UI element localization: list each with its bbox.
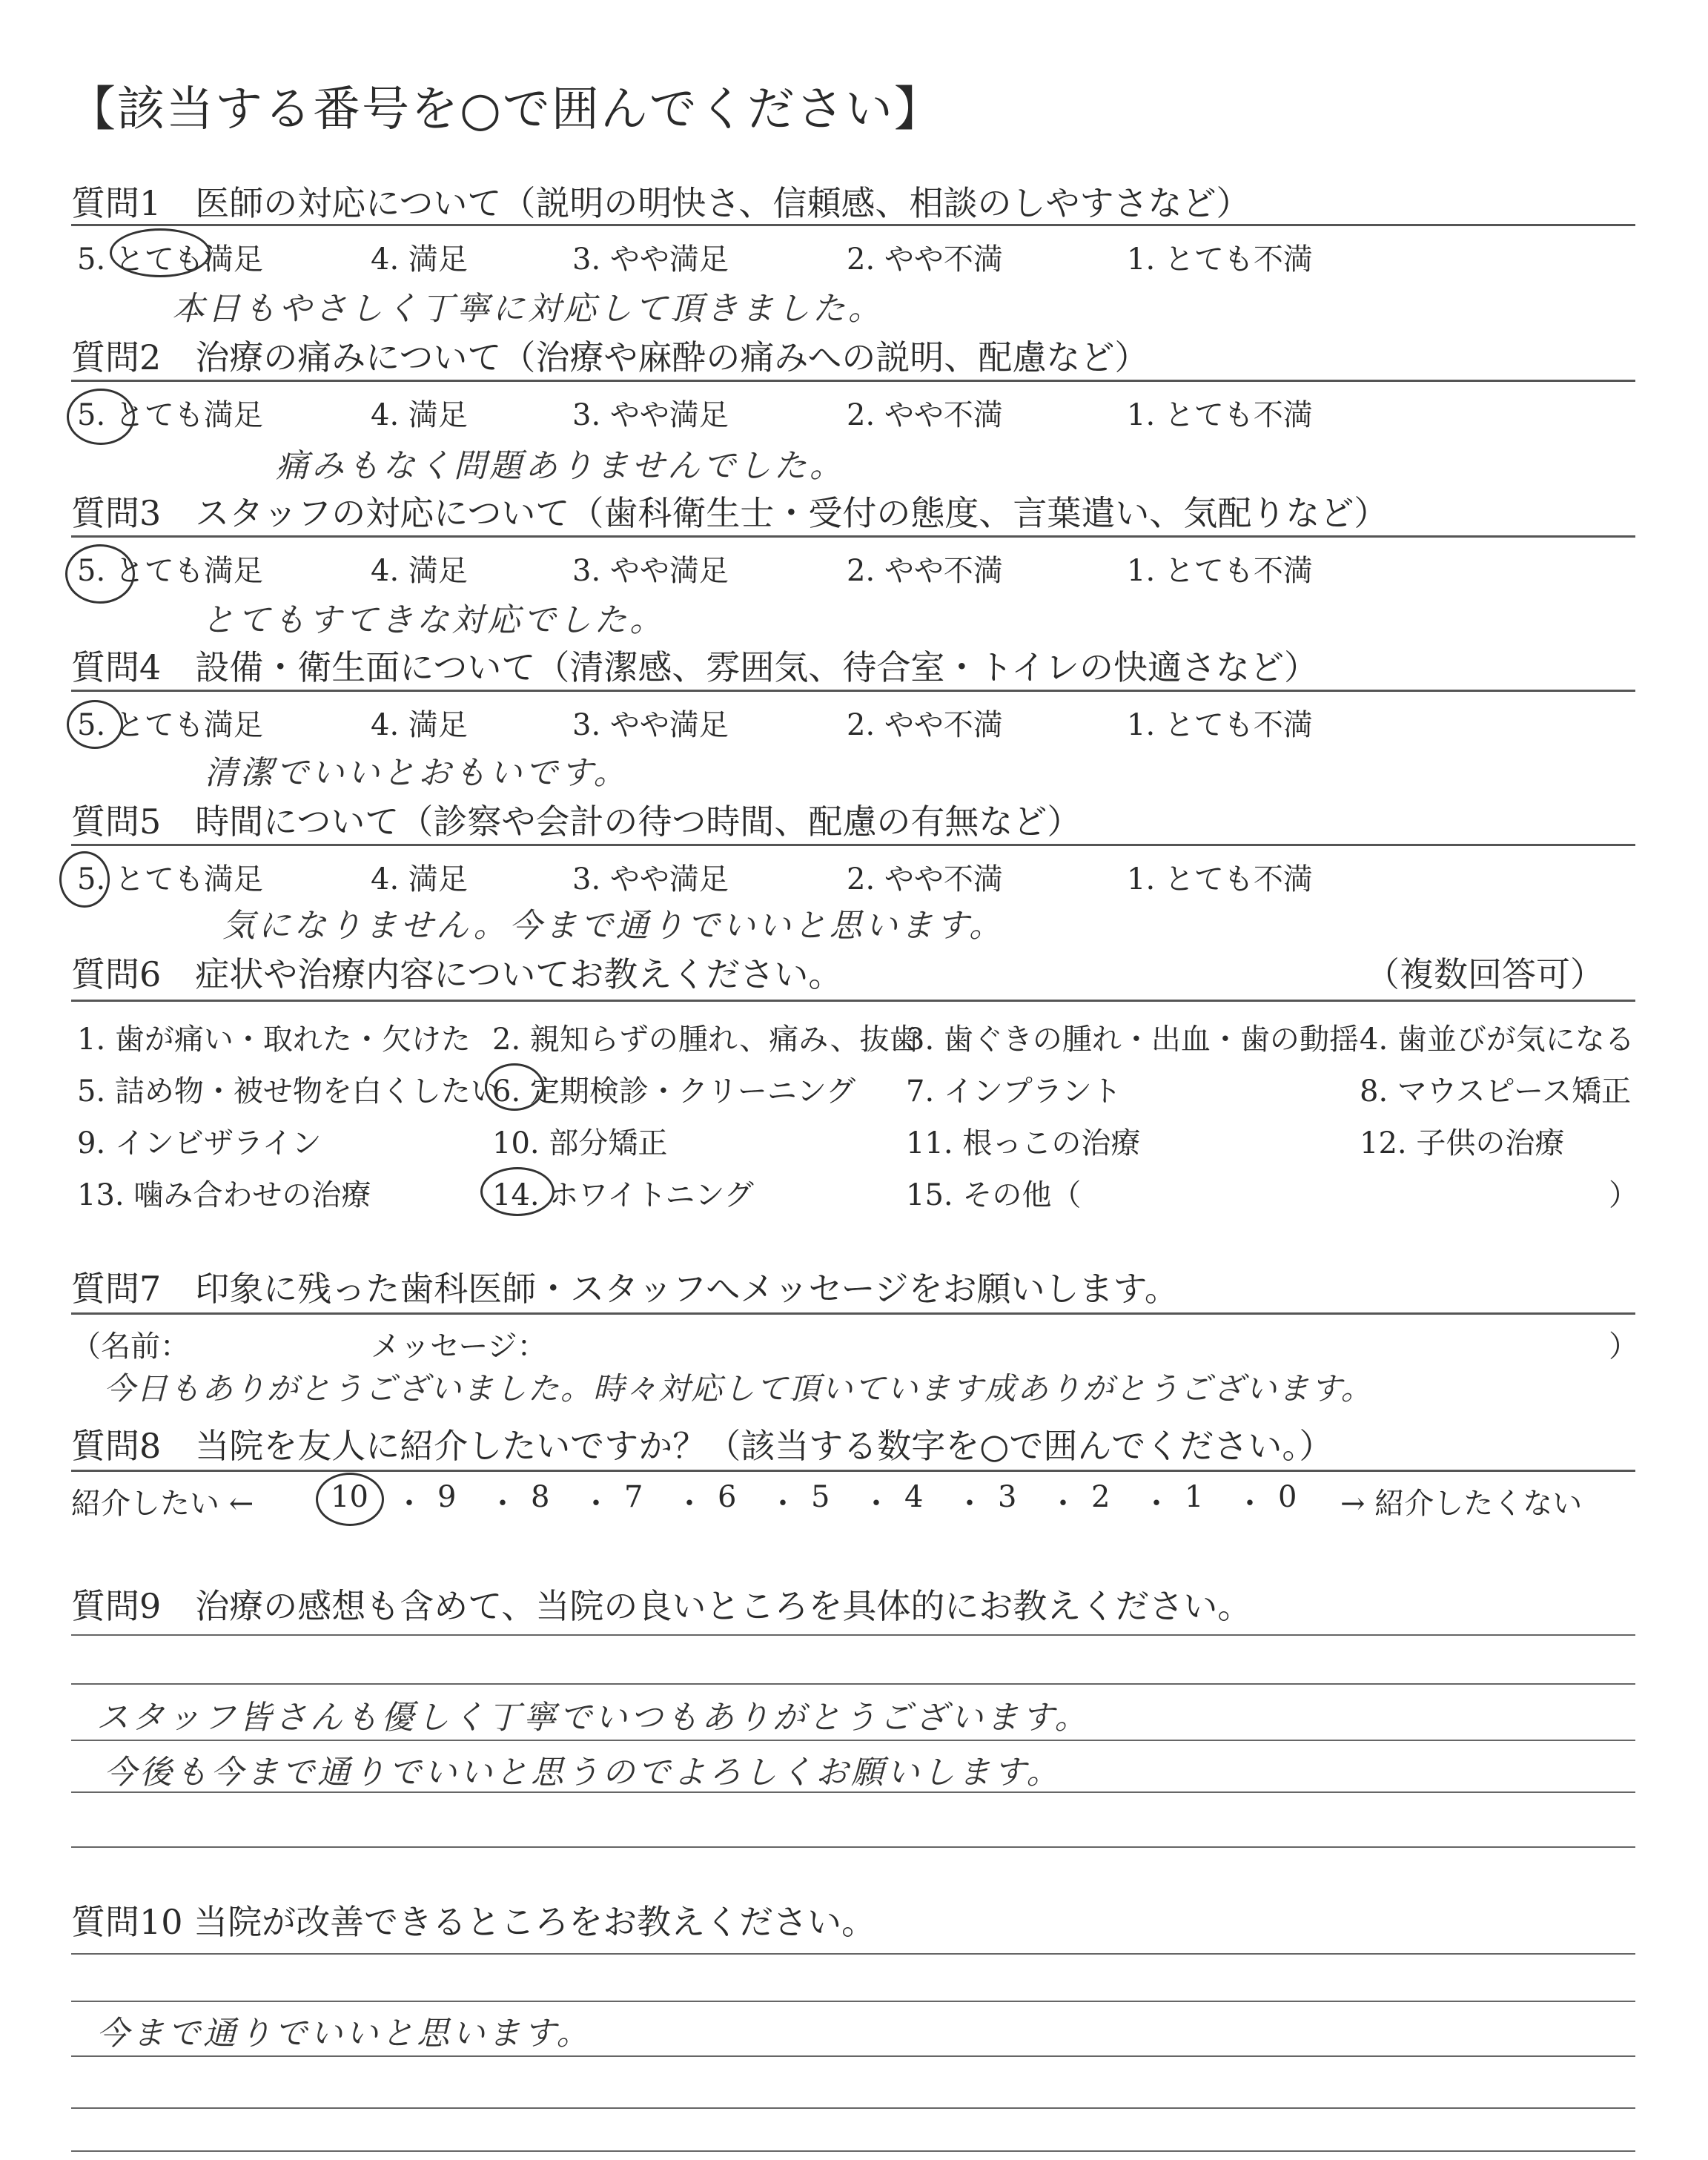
q1-option-3[interactable]: 3. やや満足 xyxy=(572,242,729,277)
q6-item-7[interactable]: 7. インプラント xyxy=(906,1074,1122,1109)
question-6-rule xyxy=(71,1000,1635,1002)
q4-option-2[interactable]: 2. やや不満 xyxy=(847,708,1003,742)
q8-scale-5[interactable]: 5 xyxy=(811,1480,830,1514)
q2-option-3[interactable]: 3. やや満足 xyxy=(572,398,729,432)
q8-scale-dot: ・ xyxy=(488,1487,517,1521)
question-4-rule xyxy=(71,690,1635,692)
q7-message-label: メッセージ： xyxy=(371,1330,547,1364)
q8-scale-dot: ・ xyxy=(861,1487,891,1521)
q2-option-5[interactable]: 5. とても満足 xyxy=(77,398,263,432)
q8-scale-10[interactable]: 10 xyxy=(331,1480,368,1514)
q1-handwritten-comment: 本日もやさしく丁寧に対応して頂きました。 xyxy=(172,290,884,328)
question-7-rule xyxy=(71,1312,1635,1315)
q9-line-3 xyxy=(71,1740,1635,1741)
q3-selection-circle xyxy=(65,544,135,604)
q5-option-4[interactable]: 4. 満足 xyxy=(371,862,468,896)
q6-item-11[interactable]: 11. 根っこの治療 xyxy=(906,1126,1141,1160)
q6-item-5[interactable]: 5. 詰め物・被せ物を白くしたい xyxy=(77,1074,500,1109)
q8-selection-circle xyxy=(316,1473,384,1526)
q8-scale-9[interactable]: 9 xyxy=(437,1480,457,1514)
question-6-note: （複数回答可） xyxy=(1366,954,1604,994)
q5-option-3[interactable]: 3. やや満足 xyxy=(572,862,729,896)
q5-option-5[interactable]: 5. とても満足 xyxy=(77,862,263,896)
q1-selection-circle xyxy=(110,228,211,277)
q4-handwritten-comment: 清潔でいいとおもいです。 xyxy=(205,754,629,792)
q6-item-6[interactable]: 6. 定期検診・クリーニング xyxy=(492,1074,856,1109)
question-5-label: 質問5 時間について（診察や会計の待つ時間、配慮の有無など） xyxy=(71,802,1082,842)
q3-option-5[interactable]: 5. とても満足 xyxy=(77,554,263,588)
question-8-rule xyxy=(71,1470,1635,1472)
q7-handwritten-message: 今日もありがとうございました。時々対応して頂いています成ありがとうございます。 xyxy=(104,1370,1374,1407)
q8-scale-dot: ・ xyxy=(1235,1487,1265,1521)
q8-scale-7[interactable]: 7 xyxy=(624,1480,643,1514)
q6-item-12[interactable]: 12. 子供の治療 xyxy=(1360,1126,1565,1160)
q6-item-14-selection-circle xyxy=(480,1167,555,1216)
q1-option-2[interactable]: 2. やや不満 xyxy=(847,242,1003,277)
q8-scale-1[interactable]: 1 xyxy=(1185,1480,1204,1514)
question-1-rule xyxy=(71,224,1635,226)
q1-option-5[interactable]: 5. とても満足 xyxy=(77,242,263,277)
q8-scale-dot: ・ xyxy=(675,1487,704,1521)
question-7-label: 質問7 印象に残った歯科医師・スタッフへメッセージをお願いします。 xyxy=(71,1269,1179,1309)
q8-scale-dot: ・ xyxy=(581,1487,611,1521)
question-3-label: 質問3 スタッフの対応について（歯科衛生士・受付の態度、言葉遣い、気配りなど） xyxy=(71,493,1388,533)
q6-item-9[interactable]: 9. インビザライン xyxy=(77,1126,322,1160)
q5-option-2[interactable]: 2. やや不満 xyxy=(847,862,1003,896)
q9-line-5 xyxy=(71,1846,1635,1848)
q3-option-1[interactable]: 1. とても不満 xyxy=(1127,554,1313,588)
q7-name-label: （名前： xyxy=(71,1330,190,1364)
q6-item-2[interactable]: 2. 親知らずの腫れ、痛み、抜歯 xyxy=(492,1023,919,1057)
question-4-label: 質問4 設備・衛生面について（清潔感、雰囲気、待合室・トイレの快適さなど） xyxy=(71,647,1319,687)
question-10-label: 質問10 当院が改善できるところをお教えください。 xyxy=(71,1902,876,1942)
q8-scale-6[interactable]: 6 xyxy=(718,1480,737,1514)
q10-line-5 xyxy=(71,2150,1635,2152)
q6-item-6-selection-circle xyxy=(485,1063,544,1111)
q6-item-14[interactable]: 14. ホワイトニング xyxy=(492,1178,754,1212)
q7-close-paren: ） xyxy=(1609,1330,1638,1364)
q10-line-4 xyxy=(71,2107,1635,2109)
q6-item-4[interactable]: 4. 歯並びが気になる xyxy=(1360,1023,1635,1057)
q10-handwritten-line-1: 今まで通りでいいと思います。 xyxy=(96,2015,592,2052)
q6-item-8[interactable]: 8. マウスピース矯正 xyxy=(1360,1074,1632,1109)
q8-scale-dot: ・ xyxy=(394,1487,424,1521)
q6-item-10[interactable]: 10. 部分矯正 xyxy=(492,1126,668,1160)
q8-scale-dot: ・ xyxy=(768,1487,798,1521)
q2-option-4[interactable]: 4. 満足 xyxy=(371,398,468,432)
q10-line-1 xyxy=(71,1953,1635,1955)
q2-option-2[interactable]: 2. やや不満 xyxy=(847,398,1003,432)
q3-option-2[interactable]: 2. やや不満 xyxy=(847,554,1003,588)
q5-handwritten-comment: 気になりません。今まで通りでいいと思います。 xyxy=(222,907,1005,945)
q9-handwritten-line-1: スタッフ皆さんも優しく丁寧でいつもありがとうございます。 xyxy=(96,1699,1090,1737)
q2-selection-circle xyxy=(67,389,135,445)
question-2-rule xyxy=(71,380,1635,382)
q1-option-1[interactable]: 1. とても不満 xyxy=(1127,242,1313,277)
q4-option-4[interactable]: 4. 満足 xyxy=(371,708,468,742)
q3-handwritten-comment: とてもすてきな対応でした。 xyxy=(202,601,666,639)
q8-scale-4[interactable]: 4 xyxy=(904,1480,924,1514)
q3-option-3[interactable]: 3. やや満足 xyxy=(572,554,729,588)
question-1-label: 質問1 医師の対応について（説明の明快さ、信頼感、相談のしやすさなど） xyxy=(71,183,1251,223)
q10-line-2 xyxy=(71,2001,1635,2002)
q9-line-2 xyxy=(71,1683,1635,1685)
q9-handwritten-line-2: 今後も今まで通りでいいと思うのでよろしくお願いします。 xyxy=(104,1754,1062,1791)
question-5-rule xyxy=(71,844,1635,846)
q6-item-3[interactable]: 3. 歯ぐきの腫れ・出血・歯の動揺 xyxy=(906,1023,1359,1057)
q5-option-1[interactable]: 1. とても不満 xyxy=(1127,862,1313,896)
q6-item-15[interactable]: 15. その他（ xyxy=(906,1178,1082,1212)
q4-option-3[interactable]: 3. やや満足 xyxy=(572,708,729,742)
page-title: 【該当する番号を○で囲んでください】 xyxy=(68,82,943,137)
q4-option-1[interactable]: 1. とても不満 xyxy=(1127,708,1313,742)
q2-handwritten-comment: 痛みもなく問題ありませんでした。 xyxy=(276,447,845,485)
q1-option-4[interactable]: 4. 満足 xyxy=(371,242,468,277)
question-9-label: 質問9 治療の感想も含めて、当院の良いところを具体的にお教えください。 xyxy=(71,1586,1252,1626)
question-8-label: 質問8 当院を友人に紹介したいですか？（該当する数字を○で囲んでください。） xyxy=(71,1426,1334,1466)
q2-option-1[interactable]: 1. とても不満 xyxy=(1127,398,1313,432)
q4-selection-circle xyxy=(67,700,123,749)
q10-line-3 xyxy=(71,2055,1635,2057)
q8-scale-dot: ・ xyxy=(955,1487,984,1521)
q8-left-label: 紹介したい ← xyxy=(71,1487,254,1521)
q8-scale-8[interactable]: 8 xyxy=(531,1480,550,1514)
q8-scale-2[interactable]: 2 xyxy=(1091,1480,1110,1514)
q8-scale-3[interactable]: 3 xyxy=(998,1480,1017,1514)
q8-scale-0[interactable]: 0 xyxy=(1278,1480,1297,1514)
question-6-label: 質問6 症状や治療内容についてお教えください。 xyxy=(71,954,843,994)
q8-scale-dot: ・ xyxy=(1142,1487,1171,1521)
question-3-rule xyxy=(71,535,1635,538)
q3-option-4[interactable]: 4. 満足 xyxy=(371,554,468,588)
q6-item-13[interactable]: 13. 噛み合わせの治療 xyxy=(77,1178,371,1212)
question-2-label: 質問2 治療の痛みについて（治療や麻酔の痛みへの説明、配慮など） xyxy=(71,337,1149,377)
q6-item-1[interactable]: 1. 歯が痛い・取れた・欠けた xyxy=(77,1023,471,1057)
q4-option-5[interactable]: 5. とても満足 xyxy=(77,708,263,742)
q8-scale-dot: ・ xyxy=(1048,1487,1078,1521)
q5-selection-circle xyxy=(59,851,110,908)
q9-line-1 xyxy=(71,1634,1635,1636)
q8-right-label: → 紹介したくない xyxy=(1340,1487,1583,1521)
q6-other-close-paren: ） xyxy=(1609,1178,1638,1212)
